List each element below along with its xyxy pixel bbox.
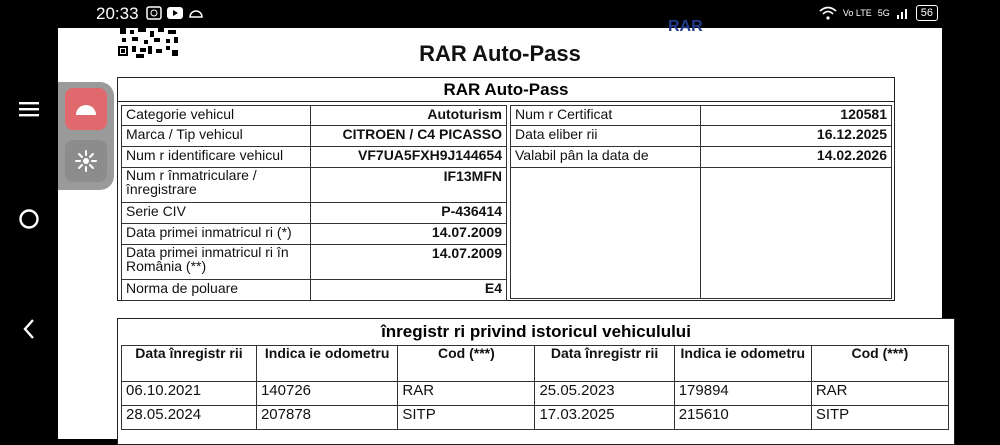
table-cell: 25.05.2023 (535, 382, 674, 406)
clock: 20:33 (96, 4, 139, 23)
vehicle-details-box (117, 77, 895, 301)
table-cell: 179894 (674, 382, 811, 406)
table-row (122, 147, 507, 168)
vehicle-details-table (121, 105, 507, 301)
screenshot-icon (74, 149, 98, 173)
table-cell: 06.10.2021 (122, 382, 257, 406)
empty-row (511, 168, 892, 299)
network-type: Vo LTE (842, 8, 872, 18)
table-row (122, 106, 507, 126)
cloud-icon (73, 100, 99, 118)
row-value: P-436414 (311, 203, 507, 224)
row-value: Autoturism (311, 106, 507, 126)
row-value: 14.07.2009 (311, 245, 507, 280)
document-page[interactable] (58, 18, 942, 439)
brand-logo: RAR (668, 18, 703, 35)
row-label: Serie CIV (122, 203, 311, 224)
cloud-button[interactable] (65, 88, 107, 130)
notification-icons (146, 6, 204, 20)
row-label: Marca / Tip vehicul (122, 126, 311, 147)
row-value: CITROEN / C4 PICASSO (311, 126, 507, 147)
screenshot-button[interactable] (65, 140, 107, 182)
history-table (121, 345, 949, 430)
youtube-icon (166, 6, 184, 20)
table-cell: RAR (811, 382, 948, 406)
table-cell: 215610 (674, 406, 811, 430)
row-value: IF13MFN (311, 168, 507, 203)
certificate-table (510, 105, 892, 299)
row-value: 120581 (701, 106, 892, 126)
column-header: Indica ie odometru (674, 346, 811, 382)
table-row (122, 224, 507, 245)
table-row (122, 126, 507, 147)
table-cell: SITP (398, 406, 535, 430)
signal-icon (896, 6, 910, 20)
column-header: Cod (***) (811, 346, 948, 382)
system-status (819, 5, 938, 21)
floating-toolbar (58, 82, 114, 190)
table-row (511, 126, 892, 147)
table-cell: 207878 (256, 406, 397, 430)
menu-icon[interactable] (14, 94, 44, 124)
table-row (511, 147, 892, 168)
vehicle-box-title: RAR Auto-Pass (118, 78, 894, 102)
row-label: Data primei inmatricul ri (*) (122, 224, 311, 245)
row-value: 14.02.2026 (701, 147, 892, 168)
row-label: Num r Certificat (511, 106, 701, 126)
history-box (117, 318, 955, 445)
signal-tag: 5G (877, 8, 890, 18)
table-cell: 140726 (256, 382, 397, 406)
document-title: RAR Auto-Pass (419, 41, 581, 66)
row-label: Data eliber rii (511, 126, 701, 147)
row-label: Data primei inmatricul ri în România (**) (122, 245, 311, 280)
home-icon[interactable] (14, 204, 44, 234)
row-label: Num r înmatriculare / înregistrare (122, 168, 311, 203)
row-value: E4 (311, 280, 507, 301)
table-row (511, 106, 892, 126)
table-row (122, 406, 949, 430)
row-label: Valabil pân la data de (511, 147, 701, 168)
table-row (122, 382, 949, 406)
table-cell: 17.03.2025 (535, 406, 674, 430)
back-icon[interactable] (14, 314, 44, 344)
table-row (122, 245, 507, 280)
row-label: Norma de poluare (122, 280, 311, 301)
history-box-title: înregistr ri privind istoricul vehiculului (381, 322, 691, 341)
table-cell: RAR (398, 382, 535, 406)
column-header: Data înregistr rii (122, 346, 257, 382)
table-cell: 28.05.2024 (122, 406, 257, 430)
photo-icon (146, 6, 162, 20)
status-bar (0, 0, 1000, 28)
table-row (122, 280, 507, 301)
table-cell: SITP (811, 406, 948, 430)
column-header: Indica ie odometru (256, 346, 397, 382)
row-label: Categorie vehicul (122, 106, 311, 126)
row-label: Num r identificare vehicul (122, 147, 311, 168)
row-value: 16.12.2025 (701, 126, 892, 147)
table-row (122, 168, 507, 203)
row-value: VF7UA5FXH9J144654 (311, 147, 507, 168)
column-header: Data înregistr rii (535, 346, 674, 382)
cloud-icon (188, 6, 204, 20)
history-header-row (122, 346, 949, 382)
row-value: 14.07.2009 (311, 224, 507, 245)
table-row (122, 203, 507, 224)
navigation-bar (0, 28, 58, 439)
column-header: Cod (***) (398, 346, 535, 382)
wifi-icon (819, 6, 837, 20)
battery-icon: 56 (916, 5, 938, 21)
